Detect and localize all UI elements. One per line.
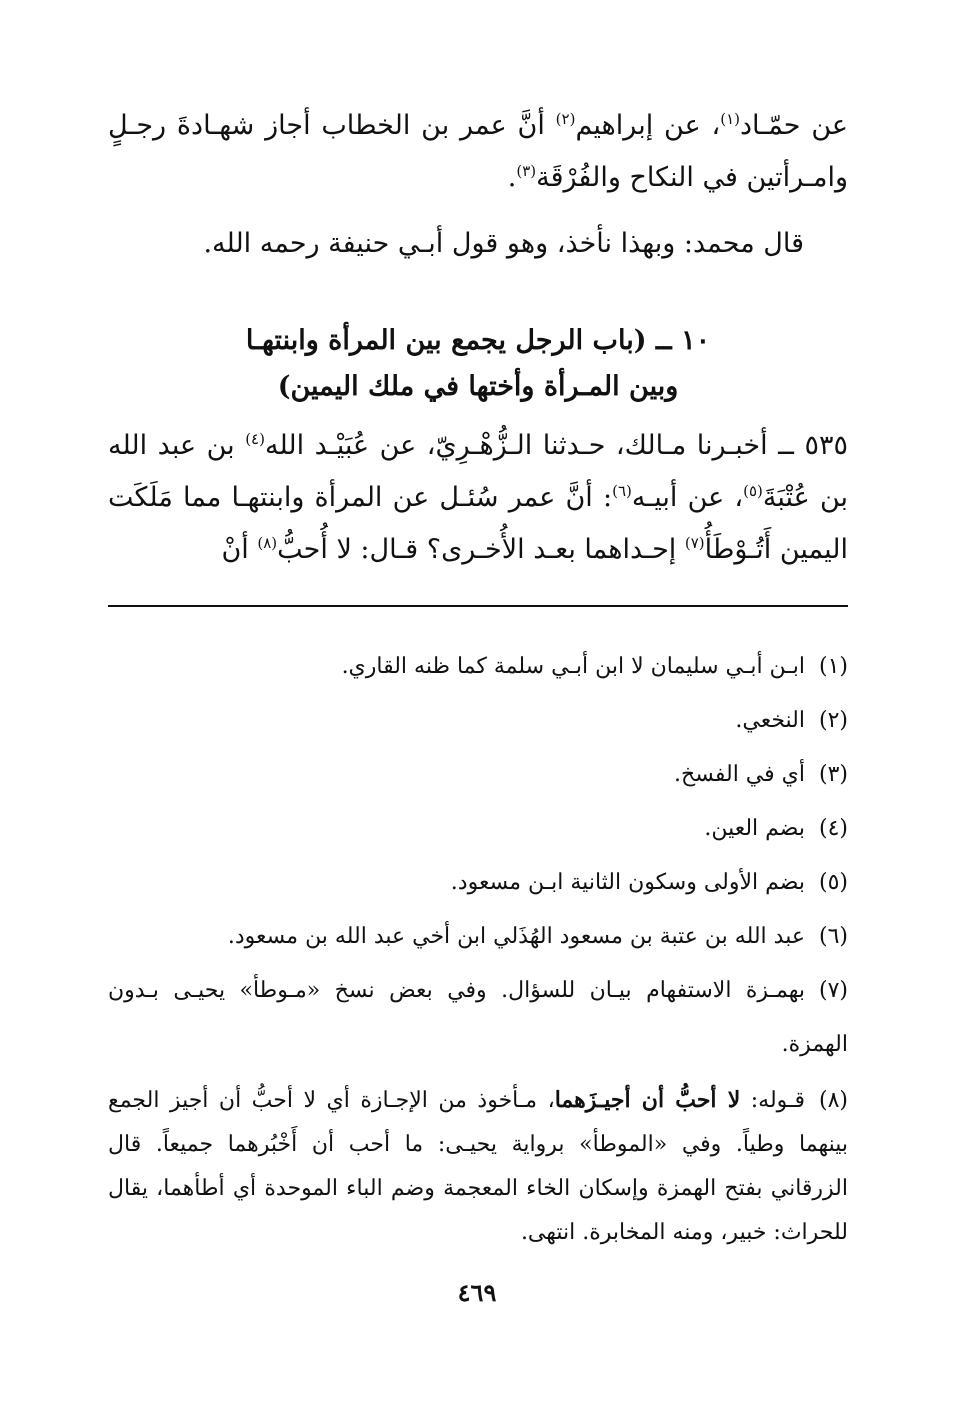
footnote-3 [108,748,848,802]
text-segment: عن حمّـاد [740,110,848,141]
muhammad-statement: قال محمد: وبهذا نأخذ، وهو قول أبـي حنيفة رحمه الله. [203,228,804,259]
footnote-ref-7[interactable]: (٧) [684,534,705,552]
page-number: ٤٦٩ [457,1278,497,1307]
footnote-7 [108,964,848,1072]
footnote-text: بضم الأولى وسكون الثانية ابـن مسعود. [450,870,805,895]
footnote-number: (٨) [818,1088,848,1113]
footnote-number: (٤) [818,816,848,841]
text-segment: ، عن أبيـه [631,482,744,513]
footnote-ref-2[interactable]: (٢) [555,110,576,128]
footnote-4 [108,802,848,856]
footnote-ref-5[interactable]: (٥) [743,482,763,500]
footnote-number: (٧) [818,978,848,1003]
footnotes-section [108,640,848,1255]
footnote-number: (٥) [818,870,848,895]
footnote-text: قـوله: [740,1088,805,1113]
footnote-text: بضم العين. [704,816,805,841]
text-segment: أنَّ عمر بن الخطاب أجاز شهـادةَ رجـلٍ وامـرأتين في النكاح والفُرْقَة [108,110,848,193]
text-segment: : أنَّ عمر سُئـل عن المرأة وابنتهـا مما مَلَكَت اليمين أَتُـوْطَأُ [108,482,848,565]
footnote-2 [108,694,848,748]
footnote-ref-4[interactable]: (٤) [245,430,265,448]
footnote-ref-6[interactable]: (٦) [612,482,632,500]
footnote-1 [108,640,848,694]
footnote-text: بهمـزة الاستفهام بيـان للسؤال. وفي بعض نسخ «مـوطأ» يحيـى بـدون الهمزة. [108,978,848,1057]
footnote-number: (٦) [818,924,848,949]
text-segment: إحـداهما بعـد الأُخـرى؟ قـال: لا أُحبُّ [277,534,685,565]
text-segment: ، عن إبراهيم [575,110,721,141]
chapter-heading-line-2: وبين المـرأة وأختها في ملك اليمين) [277,371,679,402]
footnote-6 [108,910,848,964]
footnote-number: (٣) [818,762,848,787]
footnote-number: (١) [818,654,848,679]
footnote-text: أي في الفسخ. [674,762,805,787]
text-segment: أنْ [221,534,258,565]
text-segment: ٥٣٥ ــ أخبـرنا مـالك، حـدثنا الـزُّهْـرِيّ، عن عُبَيْـد الله [264,430,848,461]
footnote-text: ابـن أبـي سليمان لا ابن أبـي سلمة كما ظنه القاري. [341,654,805,679]
footnote-text: النخعي. [735,708,805,733]
text-segment: . [507,162,517,193]
text-segment: بن عبد الله بن عُتْبَةَ [108,430,849,513]
footnote-number: (٢) [818,708,848,733]
footnote-quoted-phrase: لا أحبُّ أن أجيـزَهما [554,1087,741,1113]
footnote-divider [108,605,848,607]
footnote-text: عبد الله بن عتبة بن مسعود الهُذَلي ابن أخي عبد الله بن مسعود. [227,924,805,949]
footnote-text: ، مـأخوذ من الإجـازة أي لا أحبُّ أن أجيز الجمع بينهما وطياً. وفي «الموطأ» برواية يحيـى: ما أحب أن أَخْبُرهما جميعاً. قال الزرقاني بفتح الهمزة وإسكان الخاء المعجمة وضم الباء الموحدة أي أطأهما، يقال للحراث: خبير، ومنه المخابرة. انتهى. [108,1088,848,1245]
hadith-534-continuation [108,100,848,204]
footnote-ref-3[interactable]: (٣) [516,162,537,180]
footnote-ref-1[interactable]: (١) [720,110,741,128]
hadith-535 [108,420,848,576]
footnote-5 [108,856,848,910]
footnote-8 [108,1078,848,1255]
footnote-ref-8[interactable]: (٨) [257,534,278,552]
chapter-heading-line-1: ١٠ ــ (باب الرجل يجمع بين المرأة وابنتهـا [245,325,711,356]
